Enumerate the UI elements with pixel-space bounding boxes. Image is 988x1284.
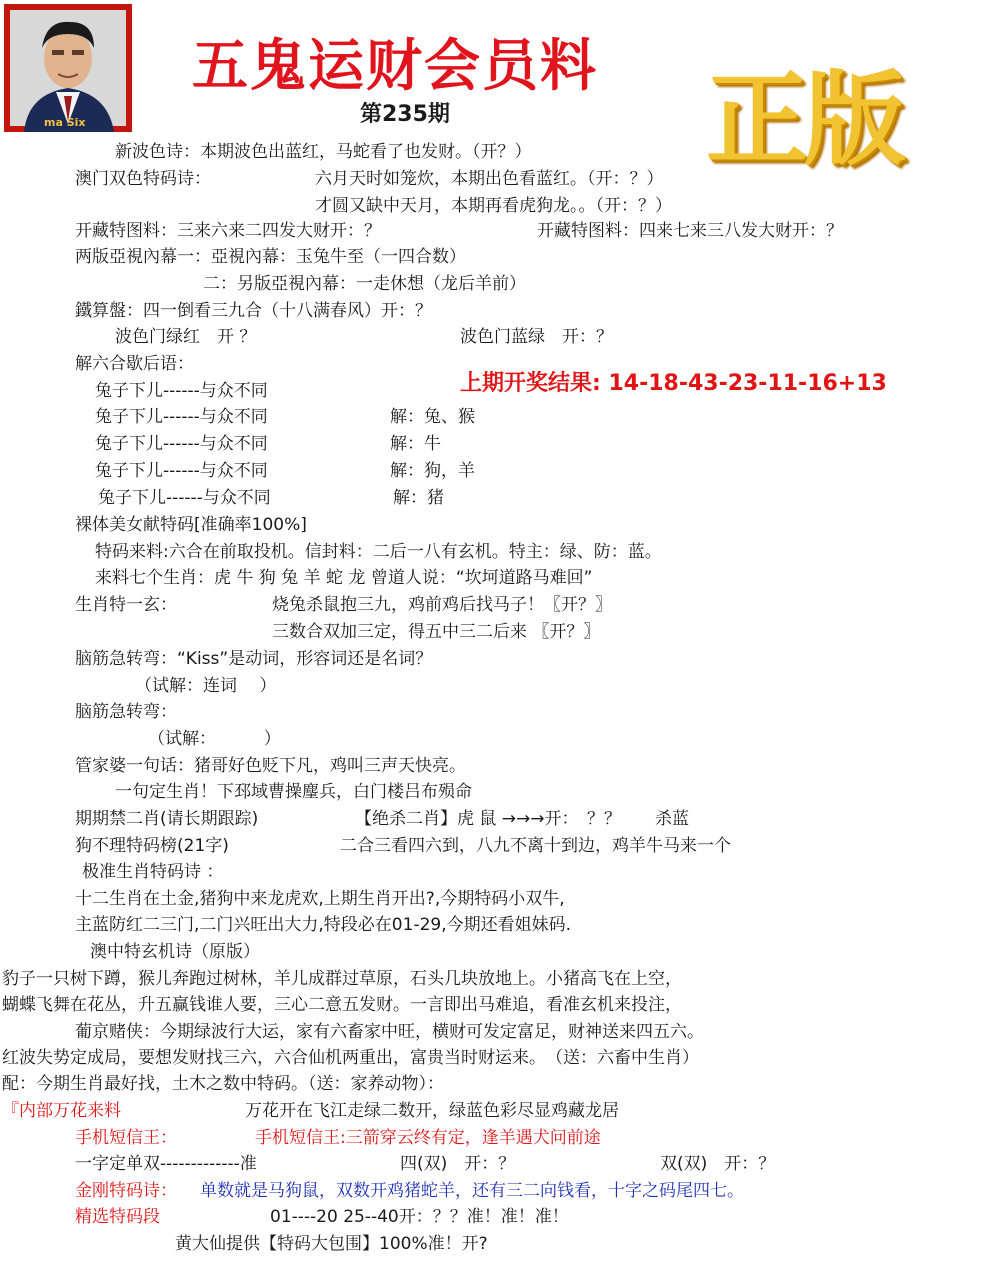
wong-tai-sin-line: 黄大仙提供【特码大包围】100%准！开? bbox=[175, 1234, 488, 1254]
selected-range-label: 精选特码段 bbox=[75, 1207, 160, 1227]
macau-double-color-label: 澳门双色特码诗： bbox=[75, 169, 211, 189]
pairing-line: 配：今期生肖最好找，土木之数中特码。（送：家养动物）： bbox=[2, 1074, 444, 1094]
last-draw-result: 上期开奖结果: 14-18-43-23-11-16+13 bbox=[460, 371, 887, 396]
iron-abacus: 鐵算盤：四一倒看三九合（十八满春风）开：？ bbox=[75, 301, 432, 321]
riddle-line: 兔子下儿------与众不同 bbox=[95, 381, 268, 401]
one-line-zodiac: 一句定生肖！下邳域曹操麈兵，白门楼吕布殒命 bbox=[115, 782, 472, 802]
accurate-zodiac-poem-heading: 极准生肖特码诗 ： bbox=[82, 862, 224, 882]
riddle-heading: 解六合歇后语： bbox=[75, 354, 194, 374]
page-title: 五鬼运财会员料 bbox=[192, 33, 598, 99]
zodiac-poem-line-2: 主蓝防红二三门,二门兴旺出大力,特段必在01-29,今期还看姐妹码. bbox=[75, 915, 572, 935]
macau-double-color-line-1: 六月天时如笼炊，本期出色看蓝红。（开：？） bbox=[315, 169, 664, 189]
gou-bu-li-label: 狗不理特码榜(21字) bbox=[75, 836, 229, 856]
macau-mystery-poem-heading: 澳中特玄机诗（原版） bbox=[90, 942, 260, 962]
mystery-poem-line-1: 豹子一只树下蹲，猴儿奔跑过树林，羊儿成群过草原，石头几块放地上。小猪高飞在上空， bbox=[2, 969, 682, 989]
diamond-poem-value: 单数就是马狗鼠，双数开鸡猪蛇羊，还有三二向钱看，十字之码尾四七。 bbox=[200, 1181, 744, 1201]
special-code-heading: 裸体美女献特码[准确率100%] bbox=[75, 515, 307, 535]
issue-number: 第235期 bbox=[360, 102, 450, 127]
atv-insider-1: 两版亞視內幕一：亞視內幕：玉兔牛至（一四合数） bbox=[75, 247, 466, 267]
riddle-line: 兔子下儿------与众不同 bbox=[98, 488, 271, 508]
mystery-poem-line-2: 蝴蝶飞舞在花丛，升五赢钱谁人要，三心二意五发财。一言即出马难追，看准玄机来投注， bbox=[2, 995, 682, 1015]
riddle-line: 兔子下儿------与众不同 bbox=[95, 407, 268, 427]
man-portrait-icon bbox=[4, 4, 132, 132]
banned-zodiac-label: 期期禁二肖(请长期跟踪) bbox=[75, 809, 259, 829]
brain-teaser-2-answer: （试解： ） bbox=[148, 729, 281, 749]
sms-king-value: 手机短信王:三箭穿云终有定，逢羊遇犬问前途 bbox=[255, 1128, 601, 1148]
inner-flower-value: 万花开在飞江走绿二数开，绿蓝色彩尽显鸡藏龙居 bbox=[245, 1101, 619, 1121]
riddle-line: 兔子下儿------与众不同 bbox=[95, 434, 268, 454]
photo-caption: ma Six bbox=[44, 116, 86, 129]
seven-zodiac-line: 来料七个生肖：虎 牛 狗 兔 羊 蛇 龙 曾道人说：“坎坷道路马难回” bbox=[95, 568, 593, 588]
inner-flower-label: 『内部万花来料 bbox=[2, 1101, 121, 1121]
wave-gate-blue-green: 波色门蓝绿 开：？ bbox=[460, 327, 613, 347]
lisboa-gambler-line: 葡京赌侠：今期绿波行大运，家有六畜家中旺，横财可发定富足，财神送来四五六。 bbox=[75, 1022, 704, 1042]
sms-king-label: 手机短信王： bbox=[75, 1128, 177, 1148]
brain-teaser-1: 脑筋急转弯：“Kiss”是动词，形容词还是名词？ bbox=[75, 649, 433, 669]
odd-even-value-1: 四(双) 开：？ bbox=[400, 1154, 516, 1174]
zodiac-mystery-label: 生肖特一玄： bbox=[75, 595, 177, 615]
zodiac-mystery-line-1: 烧兔杀鼠抱三九，鸡前鸡后找马子！〖开？〗 bbox=[272, 595, 612, 615]
odd-even-value-2: 双(双) 开：？ bbox=[660, 1154, 776, 1174]
atv-insider-2: 二：另版亞視內幕：一走休想（龙后羊前） bbox=[203, 274, 526, 294]
riddle-answer: 解：牛 bbox=[390, 434, 441, 454]
brain-teaser-2: 脑筋急转弯： bbox=[75, 702, 177, 722]
odd-even-label: 一字定单双-------------准 bbox=[75, 1154, 257, 1174]
riddle-answer: 解：兔、猴 bbox=[390, 407, 475, 427]
zodiac-poem-line-1: 十二生肖在土金,猪狗中来龙虎欢,上期生肖开出?,今期特码小双牛, bbox=[75, 889, 565, 909]
hidden-chart-right: 开藏特图料：四来七来三八发大财开：？ bbox=[537, 221, 843, 241]
brain-teaser-1-answer: （试解：连词 ） bbox=[135, 676, 277, 696]
wave-color-poem: 新波色诗：本期波色出蓝红，马蛇看了也发财。（开？） bbox=[115, 142, 532, 162]
banned-zodiac-value: 【绝杀二肖】虎 鼠 →→→开： ？？ 杀蓝 bbox=[355, 809, 690, 829]
authentic-stamp: 正版 bbox=[706, 60, 902, 180]
wave-gate-green-red: 波色门绿红 开 ？ bbox=[115, 327, 257, 347]
gou-bu-li-value: 二合三看四六到，八九不离十到边，鸡羊牛马来一个 bbox=[340, 836, 731, 856]
riddle-answer: 解：狗，羊 bbox=[390, 461, 475, 481]
diamond-poem-label: 金刚特码诗： bbox=[75, 1181, 177, 1201]
special-code-source: 特码来料:六合在前取投机。信封料：二后一八有玄机。特主：绿、防：蓝。 bbox=[95, 542, 662, 562]
selected-range-value: 01----20 25--40开：？？准！准！准！ bbox=[270, 1207, 569, 1227]
hidden-chart-left: 开藏特图料：三来六来二四发大财开：？ bbox=[75, 221, 381, 241]
riddle-answer: 解：猪 bbox=[393, 488, 444, 508]
presenter-photo bbox=[4, 4, 132, 132]
zodiac-mystery-line-2: 三数合双加三定，得五中三二后来 〖开？〗 bbox=[272, 622, 601, 642]
macau-double-color-line-2: 才圆又缺中天月，本期再看虎狗龙。。（开：？） bbox=[315, 196, 672, 216]
housekeeper-saying: 管家婆一句话：猪哥好色贬下凡，鸡叫三声天快亮。 bbox=[75, 756, 466, 776]
riddle-line: 兔子下儿------与众不同 bbox=[95, 461, 268, 481]
red-wave-line: 红波失势定成局，要想发财找三六，六合仙机两重出，富贵当时财运来。 （送：六畜中生肖） bbox=[2, 1048, 699, 1068]
